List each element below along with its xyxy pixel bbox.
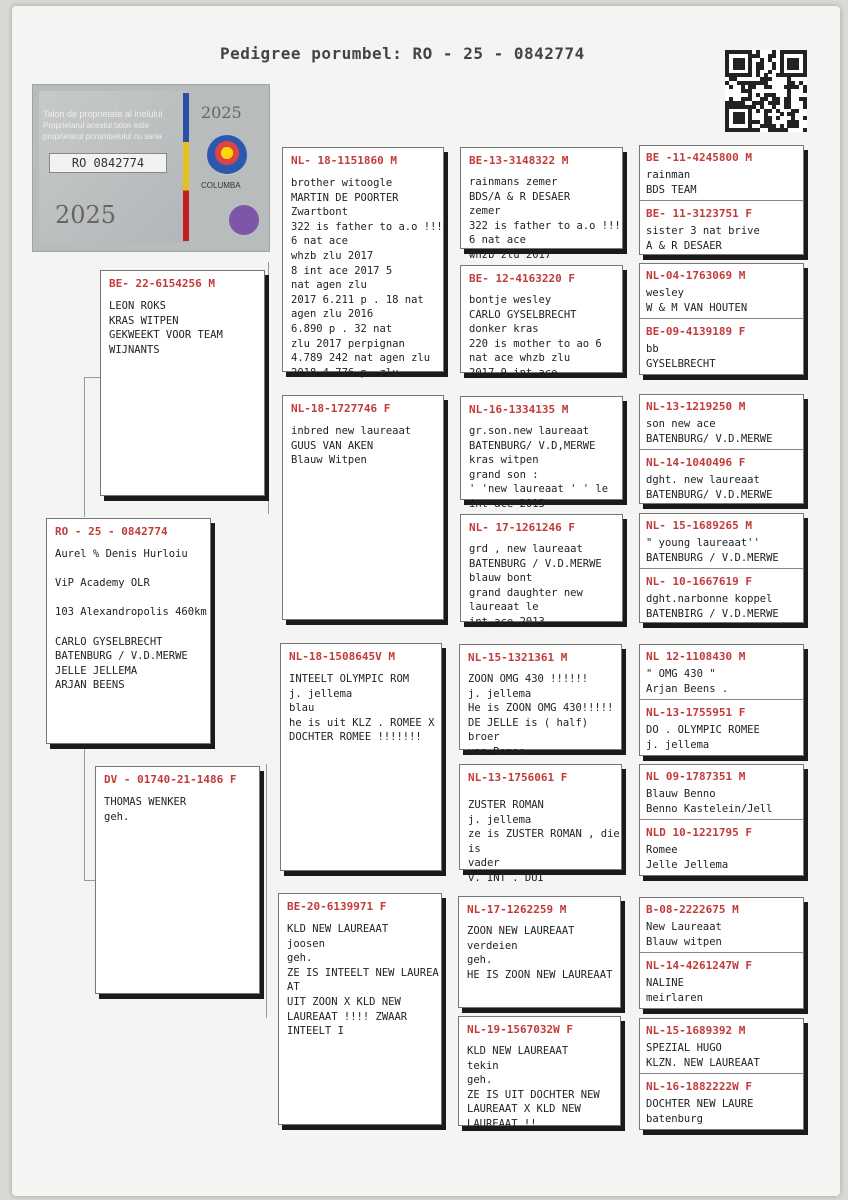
- ancestor-pair-card[interactable]: [639, 263, 804, 375]
- ancestor-male[interactable]: [640, 898, 803, 952]
- grandparent-ring: NL-18-1727746 F: [291, 402, 391, 415]
- talon-year-bottom: 2025: [55, 201, 117, 229]
- ancestor-female[interactable]: [640, 701, 803, 757]
- flag-stripe: [183, 93, 189, 241]
- qr-module: [776, 101, 780, 105]
- subject-details: Aurel % Denis Hurloiu ViP Academy OLR 103 Alexandropolis 460km CARLO GYSELBRECHT BATENBURG / V.D.MERWE JELLE JELLEMA ARJAN BEENS: [55, 548, 207, 692]
- grandparent-ring: BE-20-6139971 F: [287, 900, 387, 913]
- connector-line: [84, 377, 100, 378]
- ancestor-ring: NL- 10-1667619 F: [646, 575, 752, 588]
- qr-module: [803, 116, 807, 120]
- ancestor-details: bb GYSELBRECHT: [646, 343, 716, 370]
- qr-module: [768, 109, 772, 113]
- great-grandparent-details: KLD NEW LAUREAAT tekin geh. ZE IS UIT DOCHTER NEW LAUREAAT X KLD NEW LAUREAAT !!: [467, 1045, 600, 1130]
- ancestor-ring: NL-15-1689392 M: [646, 1024, 746, 1037]
- grandparent-card[interactable]: [282, 147, 444, 379]
- great-grandparent-ring: NL- 17-1261246 F: [469, 521, 575, 534]
- ancestor-male[interactable]: [640, 514, 803, 568]
- qr-module: [803, 128, 807, 132]
- grandparent-details: KLD NEW LAUREAAT joosen geh. ZE IS INTEELT NEW LAUREA AT UIT ZOON X KLD NEW LAUREAAT !!!! ZWAAR INTEELT I: [287, 923, 439, 1038]
- ancestor-male[interactable]: [640, 1019, 803, 1073]
- ancestor-details: " young laureaat'' BATENBURG / V.D.MERWE: [646, 537, 779, 564]
- qr-module: [768, 77, 772, 81]
- ancestor-details: New Laureaat Blauw witpen: [646, 921, 722, 948]
- ancestor-pair-card[interactable]: [639, 897, 804, 1009]
- great-grandparent-details: bontje wesley CARLO GYSELBRECHT donker kras 220 is mother to ao 6 nat ace whzb zlu 2017 9 int ace: [469, 294, 602, 379]
- ancestor-details: Blauw Benno Benno Kastelein/Jell: [646, 788, 773, 815]
- ancestor-female[interactable]: [640, 570, 803, 624]
- qr-module: [772, 66, 776, 70]
- grandparent-card[interactable]: [278, 893, 442, 1125]
- ancestor-details: dght. new laureaat BATENBURG/ V.D.MERWE: [646, 474, 773, 501]
- great-grandparent-details: ZOON OMG 430 !!!!!! j. jellema He is ZOON OMG 430!!!!! DE JELLE is ( half) broer van Romee: [468, 673, 614, 758]
- ancestor-details: DOCHTER NEW LAURE batenburg: [646, 1098, 754, 1125]
- qr-module: [772, 54, 776, 58]
- sire-card[interactable]: [100, 270, 265, 496]
- ancestor-female[interactable]: [640, 1075, 803, 1131]
- pair-divider: [640, 449, 803, 450]
- grandparent-details: brother witoogle MARTIN DE POORTER Zwartbont 322 is father to a.o !!! 6 nat ace whzb zlu 2017 8 int ace 2017 5 nat agen zlu 2017 6.211 p . 18 nat agen zlu 2016 6.890 p . 32 nat zlu 2017 perpignan 4.789 242 nat agen zlu 2018 4.776 p. zlu: [291, 177, 443, 379]
- qr-code: [725, 50, 807, 132]
- great-grandparent-card[interactable]: [460, 265, 623, 379]
- ancestor-ring: NL-13-1219250 M: [646, 400, 746, 413]
- great-grandparent-details: ZUSTER ROMAN j. jellema ze is ZUSTER ROMAN , die is vader v. INT . DUI: [468, 799, 620, 884]
- connector-line: [268, 262, 269, 514]
- ancestor-pair-card[interactable]: [639, 145, 804, 255]
- pair-divider: [640, 952, 803, 953]
- ancestor-details: " OMG 430 " Arjan Beens .: [646, 668, 729, 695]
- ancestor-male[interactable]: [640, 146, 803, 200]
- great-grandparent-card[interactable]: [460, 396, 623, 510]
- talon-subtext: Proprietarul acestui talon este proprietarul porumbelului cu seria: [43, 121, 162, 141]
- great-grandparent-ring: NL-16-1334135 M: [469, 403, 569, 416]
- qr-module: [741, 66, 745, 70]
- ancestor-ring: NL-16-1882222W F: [646, 1080, 752, 1093]
- grandparent-ring: NL-18-1508645V M: [289, 650, 395, 663]
- pair-divider: [640, 699, 803, 700]
- great-grandparent-details: ZOON NEW LAUREAAT verdeien geh. HE IS ZOON NEW LAUREAAT: [467, 925, 613, 981]
- ancestor-male[interactable]: [640, 395, 803, 449]
- pair-divider: [640, 1073, 803, 1074]
- ancestor-details: sister 3 nat brive A & R DESAER: [646, 225, 760, 252]
- ancestor-male[interactable]: [640, 765, 803, 819]
- great-grandparent-card[interactable]: [460, 514, 623, 628]
- pair-divider: [640, 819, 803, 820]
- pigeon-logo-icon: [229, 205, 259, 235]
- great-grandparent-ring: BE-13-3148322 M: [469, 154, 569, 167]
- qr-module: [756, 128, 760, 132]
- sire-ring: BE- 22-6154256 M: [109, 277, 215, 290]
- qr-module: [795, 124, 799, 128]
- great-grandparent-ring: NL-19-1567032W F: [467, 1023, 573, 1036]
- dam-details: THOMAS WENKER geh.: [104, 796, 187, 823]
- ancestor-details: wesley W & M VAN HOUTEN: [646, 287, 748, 314]
- qr-module: [784, 128, 788, 132]
- great-grandparent-details: rainmans zemer BDS/A & R DESAER zemer 322 is father to a.o !!! 6 nat ace whzb zlu 2017: [469, 176, 621, 261]
- ancestor-details: NALINE meirlaren: [646, 977, 703, 1004]
- ancestor-details: DO . OLYMPIC ROMEE j. jellema: [646, 724, 760, 751]
- ancestor-pair-card[interactable]: [639, 1018, 804, 1130]
- qr-module: [729, 85, 733, 89]
- great-grandparent-card[interactable]: [458, 1016, 621, 1130]
- qr-module: [803, 105, 807, 109]
- connector-line: [84, 745, 85, 880]
- ancestor-details: SPEZIAL HUGO KLZN. NEW LAUREAAT: [646, 1042, 760, 1069]
- qr-module: [768, 85, 772, 89]
- ancestor-pair-card[interactable]: [639, 764, 804, 876]
- great-grandparent-details: grd , new laureaat BATENBURG / V.D.MERWE blauw bont grand daughter new laureaat le int ace 2013: [469, 543, 602, 628]
- qr-module: [756, 109, 760, 113]
- qr-module: [760, 66, 764, 70]
- ancestor-female[interactable]: [640, 954, 803, 1010]
- talon-heading: [43, 109, 183, 142]
- grandparent-card[interactable]: [280, 643, 442, 871]
- subject-ring: RO - 25 - 0842774: [55, 525, 168, 538]
- ancestor-female[interactable]: [640, 821, 803, 877]
- qr-module: [752, 85, 756, 89]
- ancestor-male[interactable]: [640, 264, 803, 318]
- ancestor-ring: NL-14-4261247W F: [646, 959, 752, 972]
- ancestor-ring: NL- 15-1689265 M: [646, 519, 752, 532]
- ancestor-ring: NLD 10-1221795 F: [646, 826, 752, 839]
- ancestor-details: son new ace BATENBURG/ V.D.MERWE: [646, 418, 773, 445]
- ancestor-ring: BE- 11-3123751 F: [646, 207, 752, 220]
- grandparent-card[interactable]: [282, 395, 444, 620]
- ancestor-ring: BE -11-4245800 M: [646, 151, 752, 164]
- great-grandparent-ring: BE- 12-4163220 F: [469, 272, 575, 285]
- qr-module: [748, 73, 752, 77]
- great-grandparent-card[interactable]: [460, 147, 623, 261]
- qr-module: [803, 73, 807, 77]
- ancestor-ring: NL-13-1755951 F: [646, 706, 746, 719]
- ancestor-pair-card[interactable]: [639, 513, 804, 623]
- ancestor-ring: NL 12-1108430 M: [646, 650, 746, 663]
- ancestor-ring: NL-14-1040496 F: [646, 456, 746, 469]
- talon-ring-number: RO 0842774: [49, 153, 167, 173]
- ancestor-details: dght.narbonne koppel BATENBIRG / V.D.MERWE: [646, 593, 779, 620]
- pair-divider: [640, 318, 803, 319]
- dam-ring: DV - 01740-21-1486 F: [104, 773, 237, 786]
- talon-year-top: 2025: [201, 103, 242, 122]
- great-grandparent-ring: NL-17-1262259 M: [467, 903, 567, 916]
- grandparent-ring: NL- 18-1151860 M: [291, 154, 397, 167]
- ancestor-ring: NL 09-1787351 M: [646, 770, 746, 783]
- qr-module: [795, 85, 799, 89]
- talon-heading-text: Talon de proprietate al inelului: [43, 109, 163, 119]
- ancestor-pair-card[interactable]: [639, 644, 804, 756]
- ancestor-ring: B-08-2222675 M: [646, 903, 739, 916]
- grandparent-details: inbred new laureaat GUUS VAN AKEN Blauw Witpen: [291, 425, 412, 467]
- qr-module: [741, 120, 745, 124]
- qr-module: [795, 66, 799, 70]
- great-grandparent-ring: NL-15-1321361 M: [468, 651, 568, 664]
- ancestor-details: Romee Jelle Jellema: [646, 844, 729, 871]
- qr-module: [780, 112, 784, 116]
- connector-line: [266, 764, 267, 1018]
- grandparent-details: INTEELT OLYMPIC ROM j. jellema blau he is uit KLZ . ROMEE X DOCHTER ROMEE !!!!!!!: [289, 673, 435, 744]
- ancestor-ring: NL-04-1763069 M: [646, 269, 746, 282]
- pair-divider: [640, 568, 803, 569]
- columba-logo-icon: [207, 135, 247, 175]
- ancestor-ring: BE-09-4139189 F: [646, 325, 746, 338]
- qr-module: [776, 116, 780, 120]
- pair-divider: [640, 200, 803, 201]
- great-grandparent-card[interactable]: [458, 896, 621, 1008]
- ancestor-details: rainman BDS TEAM: [646, 169, 697, 196]
- connector-line: [84, 377, 85, 517]
- ancestor-female[interactable]: [640, 202, 803, 256]
- great-grandparent-ring: NL-13-1756061 F: [468, 771, 568, 784]
- qr-module: [768, 70, 772, 74]
- subject-pigeon-card[interactable]: [46, 518, 211, 744]
- sire-details: LEON ROKS KRAS WITPEN GEKWEEKT VOOR TEAM WIJNANTS: [109, 300, 223, 356]
- ancestor-pair-card[interactable]: [639, 394, 804, 504]
- dam-card[interactable]: [95, 766, 260, 994]
- great-grandparent-details: gr.son.new laureaat BATENBURG/ V.D,MERWE kras witpen grand son : ' 'new laureaat ' ' le int ace 2013: [469, 425, 609, 510]
- great-grandparent-card[interactable]: [459, 644, 622, 758]
- qr-module: [803, 89, 807, 93]
- columba-brand: COLUMBA: [201, 181, 241, 190]
- ancestor-female[interactable]: [640, 451, 803, 505]
- ownership-talon: [32, 84, 270, 252]
- qr-module: [795, 109, 799, 113]
- great-grandparent-card[interactable]: [459, 764, 622, 884]
- page-title: Pedigree porumbel: RO - 25 - 0842774: [220, 44, 585, 63]
- ancestor-male[interactable]: [640, 645, 803, 699]
- ancestor-female[interactable]: [640, 320, 803, 376]
